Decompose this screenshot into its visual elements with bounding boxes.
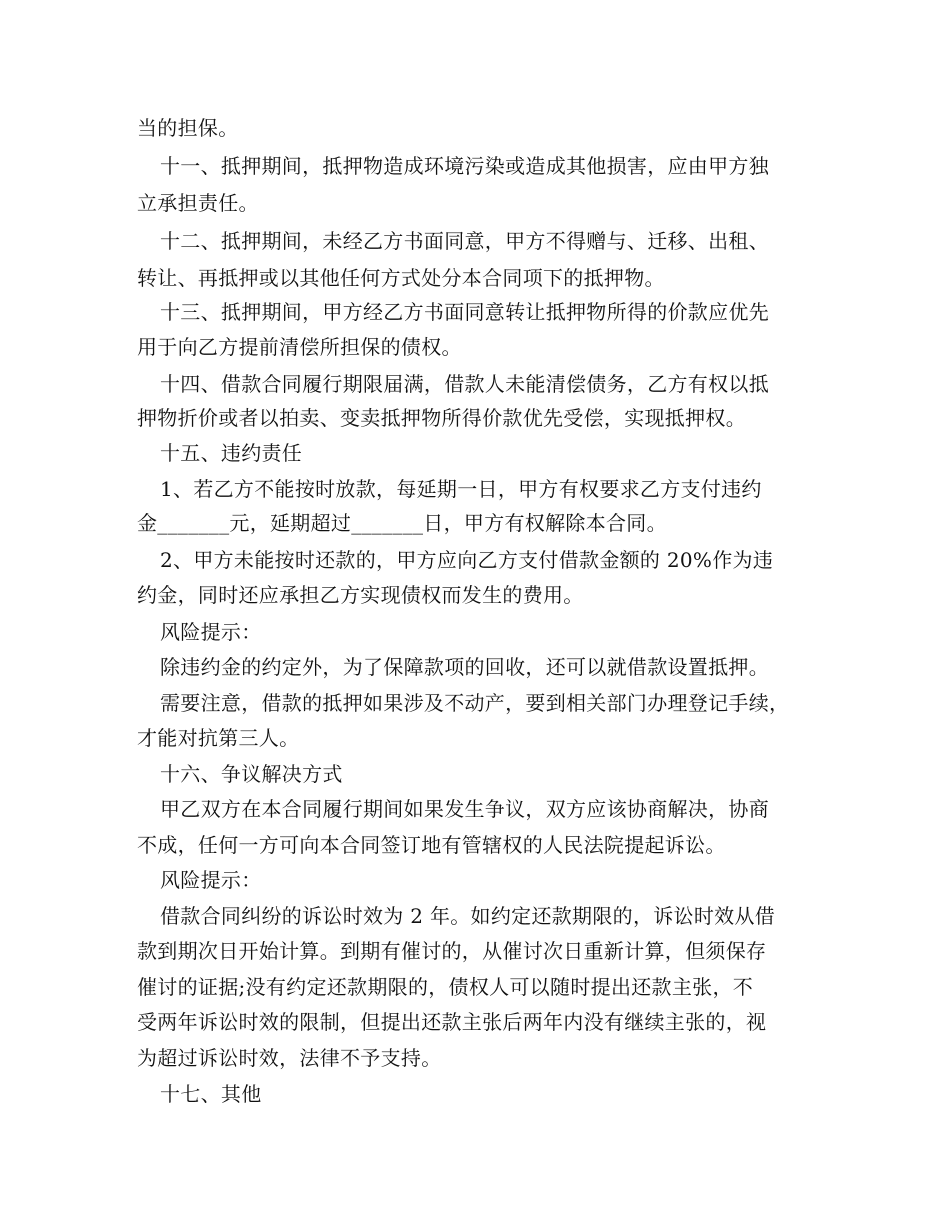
text-line: 催讨的证据;没有约定还款期限的，债权人可以随时提出还款主张，不 — [137, 975, 754, 999]
text-line: 不成，任何一方可向本合同签订地有管辖权的人民法院提起诉讼。 — [137, 833, 726, 857]
section-heading-dispute: 十六、争议解决方式 — [160, 762, 343, 786]
text-line: 押物折价或者以拍卖、变卖抵押物所得价款优先受偿，实现抵押权。 — [137, 406, 746, 430]
clause-11-line: 十一、抵押期间，抵押物造成环境污染或造成其他损害，应由甲方独 — [160, 154, 769, 178]
clause-13-line: 十三、抵押期间，甲方经乙方书面同意转让抵押物所得的价款应优先 — [160, 300, 769, 324]
clause-12-line: 十二、抵押期间，未经乙方书面同意，甲方不得赠与、迁移、出租、 — [160, 229, 769, 253]
text-line: 才能对抗第三人。 — [137, 726, 300, 750]
section-heading-other: 十七、其他 — [160, 1082, 262, 1106]
text-line: 用于向乙方提前清偿所担保的债权。 — [137, 335, 462, 359]
liability-item-1-line: 1、若乙方不能按时放款，每延期一日，甲方有权要求乙方支付违约 — [160, 477, 762, 501]
risk-notice-heading: 风险提示： — [160, 620, 262, 644]
risk-notice-line: 除违约金的约定外，为了保障款项的回收，还可以就借款设置抵押。 — [160, 655, 769, 679]
text-line: 为超过诉讼时效，法律不予支持。 — [137, 1046, 442, 1070]
text-line: 转让、再抵押或以其他任何方式处分本合同项下的抵押物。 — [137, 266, 665, 290]
risk-notice-line: 需要注意，借款的抵押如果涉及不动产，要到相关部门办理登记手续， — [160, 691, 790, 715]
clause-14-line: 十四、借款合同履行期限届满，借款人未能清偿债务，乙方有权以抵 — [160, 372, 769, 396]
text-line: 立承担责任。 — [137, 191, 259, 215]
text-line: 款到期次日开始计算。到期有催讨的，从催讨次日重新计算，但须保存 — [137, 939, 767, 963]
risk-notice-line: 借款合同纠纷的诉讼时效为 2 年。如约定还款期限的，诉讼时效从借 — [160, 904, 776, 928]
text-line: 金_______元，延期超过_______日，甲方有权解除本合同。 — [137, 511, 667, 535]
text-line: 约金，同时还应承担乙方实现债权而发生的费用。 — [137, 583, 584, 607]
risk-notice-heading: 风险提示： — [160, 868, 262, 892]
dispute-line: 甲乙双方在本合同履行期间如果发生争议，双方应该协商解决，协商 — [160, 797, 769, 821]
liability-item-2-line: 2、甲方未能按时还款的，甲方应向乙方支付借款金额的 20%作为违 — [160, 548, 774, 572]
text-line: 受两年诉讼时效的限制，但提出还款主张后两年内没有继续主张的，视 — [137, 1010, 767, 1034]
text-line: 当的担保。 — [137, 116, 239, 140]
section-heading-liability: 十五、违约责任 — [160, 441, 303, 465]
